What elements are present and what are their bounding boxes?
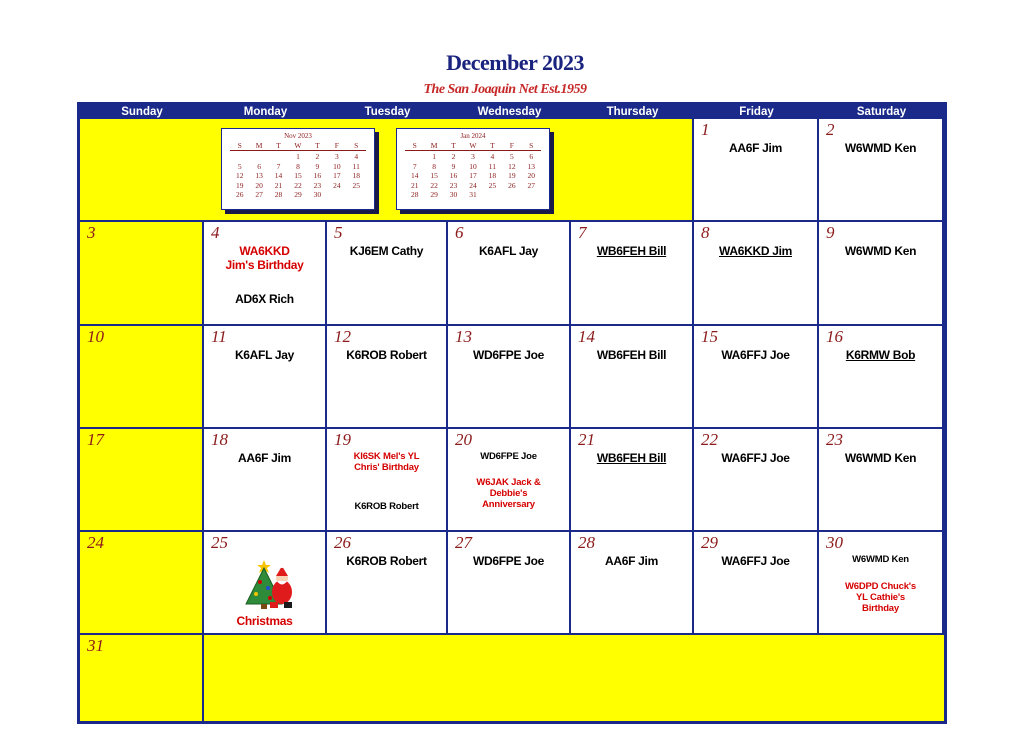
mini-calendar-nov-weekday: S (354, 141, 359, 150)
mini-calendar-jan-weekday: M (430, 141, 438, 150)
day-cell-19[interactable] (327, 429, 446, 530)
mini-calendar-jan-date: 24 (469, 180, 477, 190)
mini-calendar-nov-date: 10 (333, 161, 341, 171)
day-header-monday: Monday (243, 106, 288, 118)
mini-calendar-nov-date: 30 (313, 190, 322, 200)
mini-calendar-jan-date: 25 (488, 180, 497, 190)
mini-calendar-jan-date: 5 (509, 152, 514, 161)
day-cell-21[interactable] (571, 429, 692, 530)
day-cell-2[interactable] (819, 119, 942, 220)
event-label: WD6FPE Joe (480, 451, 537, 462)
mini-calendar-nov-week-row (230, 152, 366, 161)
event-label: W6WMD Ken (844, 244, 917, 258)
event-label: K6ROB Robert (346, 348, 427, 362)
mini-calendar-nov-week-row (230, 162, 366, 171)
day-header-thursday: Thursday (606, 106, 659, 118)
day-cell-26[interactable] (327, 532, 446, 633)
mini-calendar-jan-date: 29 (430, 190, 438, 200)
mini-calendar-jan-date: 28 (410, 190, 419, 200)
mini-calendar-nov-date: 16 (313, 171, 322, 181)
mini-calendar-nov-weekday: T (315, 141, 320, 150)
mini-calendar-jan-divider (405, 150, 541, 151)
day-number: 2 (826, 120, 835, 139)
day-cell-31[interactable] (80, 635, 202, 721)
mini-calendar-jan-date: 31 (469, 190, 477, 200)
day-number: 5 (334, 223, 343, 242)
day-number: 27 (455, 533, 472, 552)
mini-calendar-jan-date: 6 (529, 152, 534, 161)
day-number: 16 (826, 327, 843, 346)
mini-calendar-nov-date: 27 (255, 190, 263, 200)
mini-calendar-nov-date: 25 (352, 180, 360, 190)
day-number: 3 (87, 223, 96, 242)
mini-calendar-nov-week-row (230, 171, 366, 180)
mini-calendar-jan-title: Jan 2024 (460, 132, 486, 140)
day-number: 1 (701, 120, 710, 139)
mini-calendar-nov-date (249, 152, 268, 161)
mini-calendar-jan-week-row (405, 190, 541, 199)
mini-calendar-nov-date: 23 (313, 180, 322, 190)
mini-calendar-jan-weekday: S (529, 141, 534, 150)
day-cell-1[interactable] (694, 119, 817, 220)
day-cell-4[interactable] (204, 222, 325, 324)
mini-calendar-jan-date: 21 (410, 180, 419, 190)
day-number: 13 (455, 327, 472, 346)
mini-calendar-nov-date: 22 (294, 180, 302, 190)
mini-calendar-nov-date: 4 (354, 152, 359, 161)
event-label: WA6FFJ Joe (721, 554, 790, 568)
mini-calendar-jan-date (522, 190, 541, 199)
mini-calendar-jan-date (502, 190, 521, 199)
event-label: WA6FFJ Joe (721, 451, 790, 465)
day-cell-15[interactable] (694, 326, 817, 427)
mini-calendar-nov-weekday: T (276, 141, 281, 150)
day-number: 10 (87, 327, 104, 346)
event-label: WB6FEH Bill (596, 451, 667, 465)
mini-calendar-jan-date: 20 (527, 171, 535, 181)
day-number: 4 (211, 223, 220, 242)
mini-calendar-jan-weekday: F (509, 141, 514, 150)
mini-calendar-jan-date: 18 (488, 171, 497, 181)
mini-calendar-nov-date: 8 (296, 161, 300, 171)
page-subtitle: The San Joaquin Net Est.1959 (423, 82, 587, 97)
event-label: WB6FEH Bill (596, 244, 667, 258)
mini-calendar-nov-date: 3 (334, 152, 339, 161)
mini-calendar-nov-date: 26 (235, 190, 244, 200)
event-label: WA6FFJ Joe (721, 348, 790, 362)
day-cell-7[interactable] (571, 222, 692, 324)
mini-calendar-jan-date: 14 (410, 171, 419, 181)
day-number: 18 (211, 430, 228, 449)
day-number: 21 (578, 430, 595, 449)
day-cell-18[interactable] (204, 429, 325, 530)
event-label: WA6KKD Jim (718, 244, 792, 258)
mini-calendar-nov-weekday-row (230, 141, 366, 150)
mini-calendar-jan-weekday: S (412, 141, 417, 150)
event-label: K6AFL Jay (478, 244, 539, 258)
event-label: KI6SK Mel's YL Chris' Birthday (353, 451, 420, 473)
day-header-sunday: Sunday (121, 106, 163, 118)
mini-calendar-nov-title: Nov 2023 (284, 132, 312, 140)
day-header-tuesday: Tuesday (364, 106, 411, 118)
mini-calendar-nov-date: 6 (257, 161, 261, 171)
day-cell-11[interactable] (204, 326, 325, 427)
day-number: 30 (826, 533, 843, 552)
mini-calendar-nov-date: 14 (274, 171, 283, 181)
mini-calendar-nov-date: 7 (276, 161, 281, 171)
day-number: 20 (455, 430, 472, 449)
event-label: AA6F Jim (605, 554, 658, 568)
mini-calendar-nov-date (327, 190, 346, 199)
day-cell-16[interactable] (819, 326, 942, 427)
day-number: 25 (211, 533, 228, 552)
mini-calendar-nov-date: 13 (255, 171, 263, 181)
day-number: 28 (578, 533, 595, 552)
mini-calendar-jan (396, 128, 550, 210)
mini-calendar-jan-date: 22 (430, 180, 438, 190)
mini-calendar-jan-week-row (405, 162, 541, 171)
mini-calendar-nov-week-row (230, 190, 366, 199)
day-cell-22[interactable] (694, 429, 817, 530)
mini-calendar-nov-date (230, 152, 249, 161)
day-cell-5[interactable] (327, 222, 446, 324)
mini-calendar-nov-divider (230, 150, 366, 151)
christmas-tree-santa-icon (240, 556, 296, 612)
event-label: W6WMD Ken (844, 141, 917, 155)
day-cell-27[interactable] (448, 532, 569, 633)
day-cell-29[interactable] (694, 532, 817, 633)
day-number: 8 (701, 223, 710, 242)
day-cell-14[interactable] (571, 326, 692, 427)
mini-calendar-jan-week-row (405, 171, 541, 180)
event-label: W6DPD Chuck's YL Cathie's Birthday (845, 581, 916, 614)
mini-calendar-jan-date: 2 (451, 152, 456, 161)
mini-calendar-nov-date (347, 190, 366, 199)
event-label: WA6KKD Jim's Birthday (225, 244, 304, 272)
day-cell-25[interactable] (204, 532, 325, 633)
event-label: Christmas (236, 614, 293, 628)
day-number: 15 (701, 327, 718, 346)
mini-calendar-nov-date: 5 (237, 161, 242, 171)
day-cell-8[interactable] (694, 222, 817, 324)
day-number: 19 (334, 430, 351, 449)
mini-calendar-nov-week-row (230, 181, 366, 190)
day-number: 31 (87, 636, 104, 655)
day-number: 14 (578, 327, 595, 346)
day-number: 23 (826, 430, 843, 449)
day-number: 7 (578, 223, 587, 242)
day-cell-6[interactable] (448, 222, 569, 324)
mini-calendar-jan-date: 7 (412, 161, 417, 171)
mini-calendar-jan-weekday-row (405, 141, 541, 150)
mini-calendar-nov-date: 20 (255, 180, 263, 190)
mini-calendar-jan-date: 26 (508, 180, 516, 190)
day-number: 9 (826, 223, 835, 242)
mini-calendar-jan-date: 15 (430, 171, 438, 181)
day-cell-9[interactable] (819, 222, 942, 324)
day-number: 22 (701, 430, 718, 449)
day-cell-10[interactable] (80, 326, 202, 427)
day-number: 11 (211, 327, 227, 346)
mini-calendar-nov-weekday: M (255, 141, 263, 150)
blank-days-end (204, 635, 944, 721)
mini-calendar-nov-weekday: W (294, 141, 302, 150)
day-cell-20[interactable] (448, 429, 569, 530)
event-label: W6WMD Ken (844, 451, 917, 465)
mini-calendar-jan-weekday: T (490, 141, 495, 150)
mini-calendar-jan-date: 30 (449, 190, 458, 200)
mini-calendar-nov-date: 12 (235, 171, 244, 181)
mini-calendar-jan-date: 11 (488, 161, 497, 171)
event-label: AA6F Jim (238, 451, 291, 465)
mini-calendar-jan-date: 1 (432, 152, 436, 161)
day-cell-3[interactable] (80, 222, 202, 324)
day-cell-28[interactable] (571, 532, 692, 633)
mini-calendar-nov-date: 9 (315, 161, 320, 171)
mini-calendar-jan-date: 8 (432, 161, 436, 171)
mini-calendar-nov-date: 17 (333, 171, 341, 181)
event-label: WD6FPE Joe (472, 348, 545, 362)
mini-calendar-nov-date: 28 (274, 190, 283, 200)
day-number: 24 (87, 533, 104, 552)
day-number: 6 (455, 223, 464, 242)
event-label: WB6FEH Bill (596, 348, 667, 362)
mini-calendar-jan-date: 9 (451, 161, 456, 171)
event-label: W6WMD Ken (852, 554, 909, 565)
mini-calendar-nov-date: 11 (352, 161, 360, 171)
mini-calendar-nov-date: 18 (352, 171, 360, 181)
mini-calendar-nov-date (269, 152, 288, 161)
mini-calendar-jan-date: 27 (527, 180, 535, 190)
mini-calendar-nov (221, 128, 375, 210)
mini-calendar-nov-date: 24 (333, 180, 341, 190)
mini-calendar-jan-date (483, 190, 502, 199)
day-cell-13[interactable] (448, 326, 569, 427)
mini-calendar-jan-date: 23 (449, 180, 458, 190)
event-label: K6ROB Robert (346, 554, 427, 568)
mini-calendar-jan-weekday: T (451, 141, 456, 150)
mini-calendar-jan-date: 19 (508, 171, 516, 181)
page-title: December 2023 (446, 50, 584, 75)
mini-calendar-jan-date: 10 (469, 161, 477, 171)
day-header-friday: Friday (739, 106, 774, 118)
day-number: 26 (334, 533, 351, 552)
day-cell-17[interactable] (80, 429, 202, 530)
mini-calendar-jan-date (405, 152, 424, 161)
day-number: 17 (87, 430, 104, 449)
blank-days-start (80, 119, 692, 220)
mini-calendar-jan-date: 3 (471, 152, 475, 161)
mini-calendar-nov-weekday: F (334, 141, 339, 150)
mini-calendar-nov-date: 29 (294, 190, 302, 200)
mini-calendar-nov-date: 19 (235, 180, 244, 190)
mini-calendar-nov-date: 2 (315, 152, 320, 161)
event-label: KJ6EM Cathy (349, 244, 424, 258)
mini-calendar-nov-weekday: S (237, 141, 242, 150)
mini-calendar-jan-weekday: W (469, 141, 477, 150)
mini-calendar-nov-date: 15 (294, 171, 302, 181)
mini-calendar-jan-date: 17 (469, 171, 477, 181)
day-cell-24[interactable] (80, 532, 202, 633)
event-label: WD6FPE Joe (472, 554, 545, 568)
mini-calendar-jan-date: 12 (508, 161, 516, 171)
day-header-saturday: Saturday (856, 106, 907, 118)
event-label: AA6F Jim (729, 141, 782, 155)
day-header-wednesday: Wednesday (477, 106, 542, 118)
day-cell-23[interactable] (819, 429, 942, 530)
mini-calendar-jan-week-row (405, 152, 541, 161)
mini-calendar-jan-date: 16 (449, 171, 458, 181)
event-label: K6AFL Jay (234, 348, 295, 362)
mini-calendar-nov-date: 21 (274, 180, 283, 190)
mini-calendar-jan-date: 13 (527, 161, 535, 171)
event-label: AD6X Rich (235, 292, 294, 306)
mini-calendar-jan-week-row (405, 181, 541, 190)
mini-calendar-jan-date: 4 (490, 152, 495, 161)
event-label: W6JAK Jack & Debbie's Anniversary (476, 477, 541, 510)
day-number: 12 (334, 327, 351, 346)
event-label: K6RMW Bob (845, 348, 916, 362)
mini-calendar-nov-date: 1 (296, 152, 300, 161)
day-cell-12[interactable] (327, 326, 446, 427)
event-label: K6ROB Robert (354, 501, 419, 512)
day-number: 29 (701, 533, 718, 552)
day-cell-30[interactable] (819, 532, 942, 633)
